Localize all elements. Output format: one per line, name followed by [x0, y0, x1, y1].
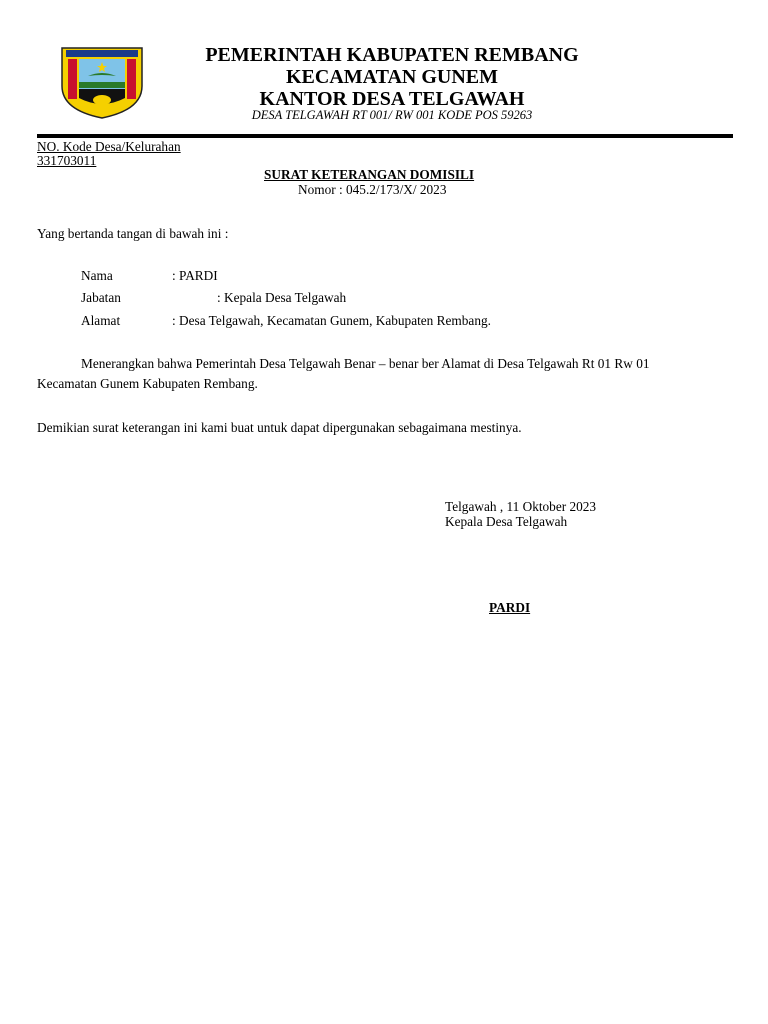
intro-text: Yang bertanda tangan di bawah ini :: [37, 226, 229, 241]
signature-name: PARDI: [489, 600, 531, 615]
closing-text: Demikian surat keterangan ini kami buat untuk dapat dipergunakan sebagaimana mestinya.: [37, 420, 522, 435]
signature-place-date: Telgawah , 11 Oktober 2023: [445, 499, 597, 514]
field-label-nama: Nama: [81, 268, 113, 283]
header-line-1: PEMERINTAH KABUPATEN REMBANG: [205, 44, 579, 66]
field-value-nama: : PARDI: [172, 268, 218, 283]
letter-number: Nomor : 045.2/173/X/ 2023: [298, 182, 447, 197]
field-value-jabatan: : Kepala Desa Telgawah: [217, 290, 347, 305]
letter-title: SURAT KETERANGAN DOMISILI: [264, 167, 475, 182]
field-value-alamat: : Desa Telgawah, Kecamatan Gunem, Kabupaten Rembang.: [172, 313, 491, 328]
header-line-3: KANTOR DESA TELGAWAH: [259, 88, 525, 110]
body-line-2: Kecamatan Gunem Kabupaten Rembang.: [37, 376, 258, 391]
rembang-logo: [60, 46, 144, 120]
body-line-1: Menerangkan bahwa Pemerintah Desa Telgawah Benar – benar ber Alamat di Desa Telgawah Rt 01 Rw 01: [81, 356, 650, 371]
header-divider: [37, 134, 733, 138]
village-code-value: 331703011: [37, 153, 97, 168]
village-code-label: NO. Kode Desa/Kelurahan: [37, 139, 181, 154]
signature-position: Kepala Desa Telgawah: [445, 514, 568, 529]
header-line-2: KECAMATAN GUNEM: [285, 66, 499, 88]
field-label-jabatan: Jabatan: [81, 290, 121, 305]
header-address: DESA TELGAWAH RT 001/ RW 001 KODE POS 59263: [251, 108, 533, 122]
field-label-alamat: Alamat: [81, 313, 121, 328]
